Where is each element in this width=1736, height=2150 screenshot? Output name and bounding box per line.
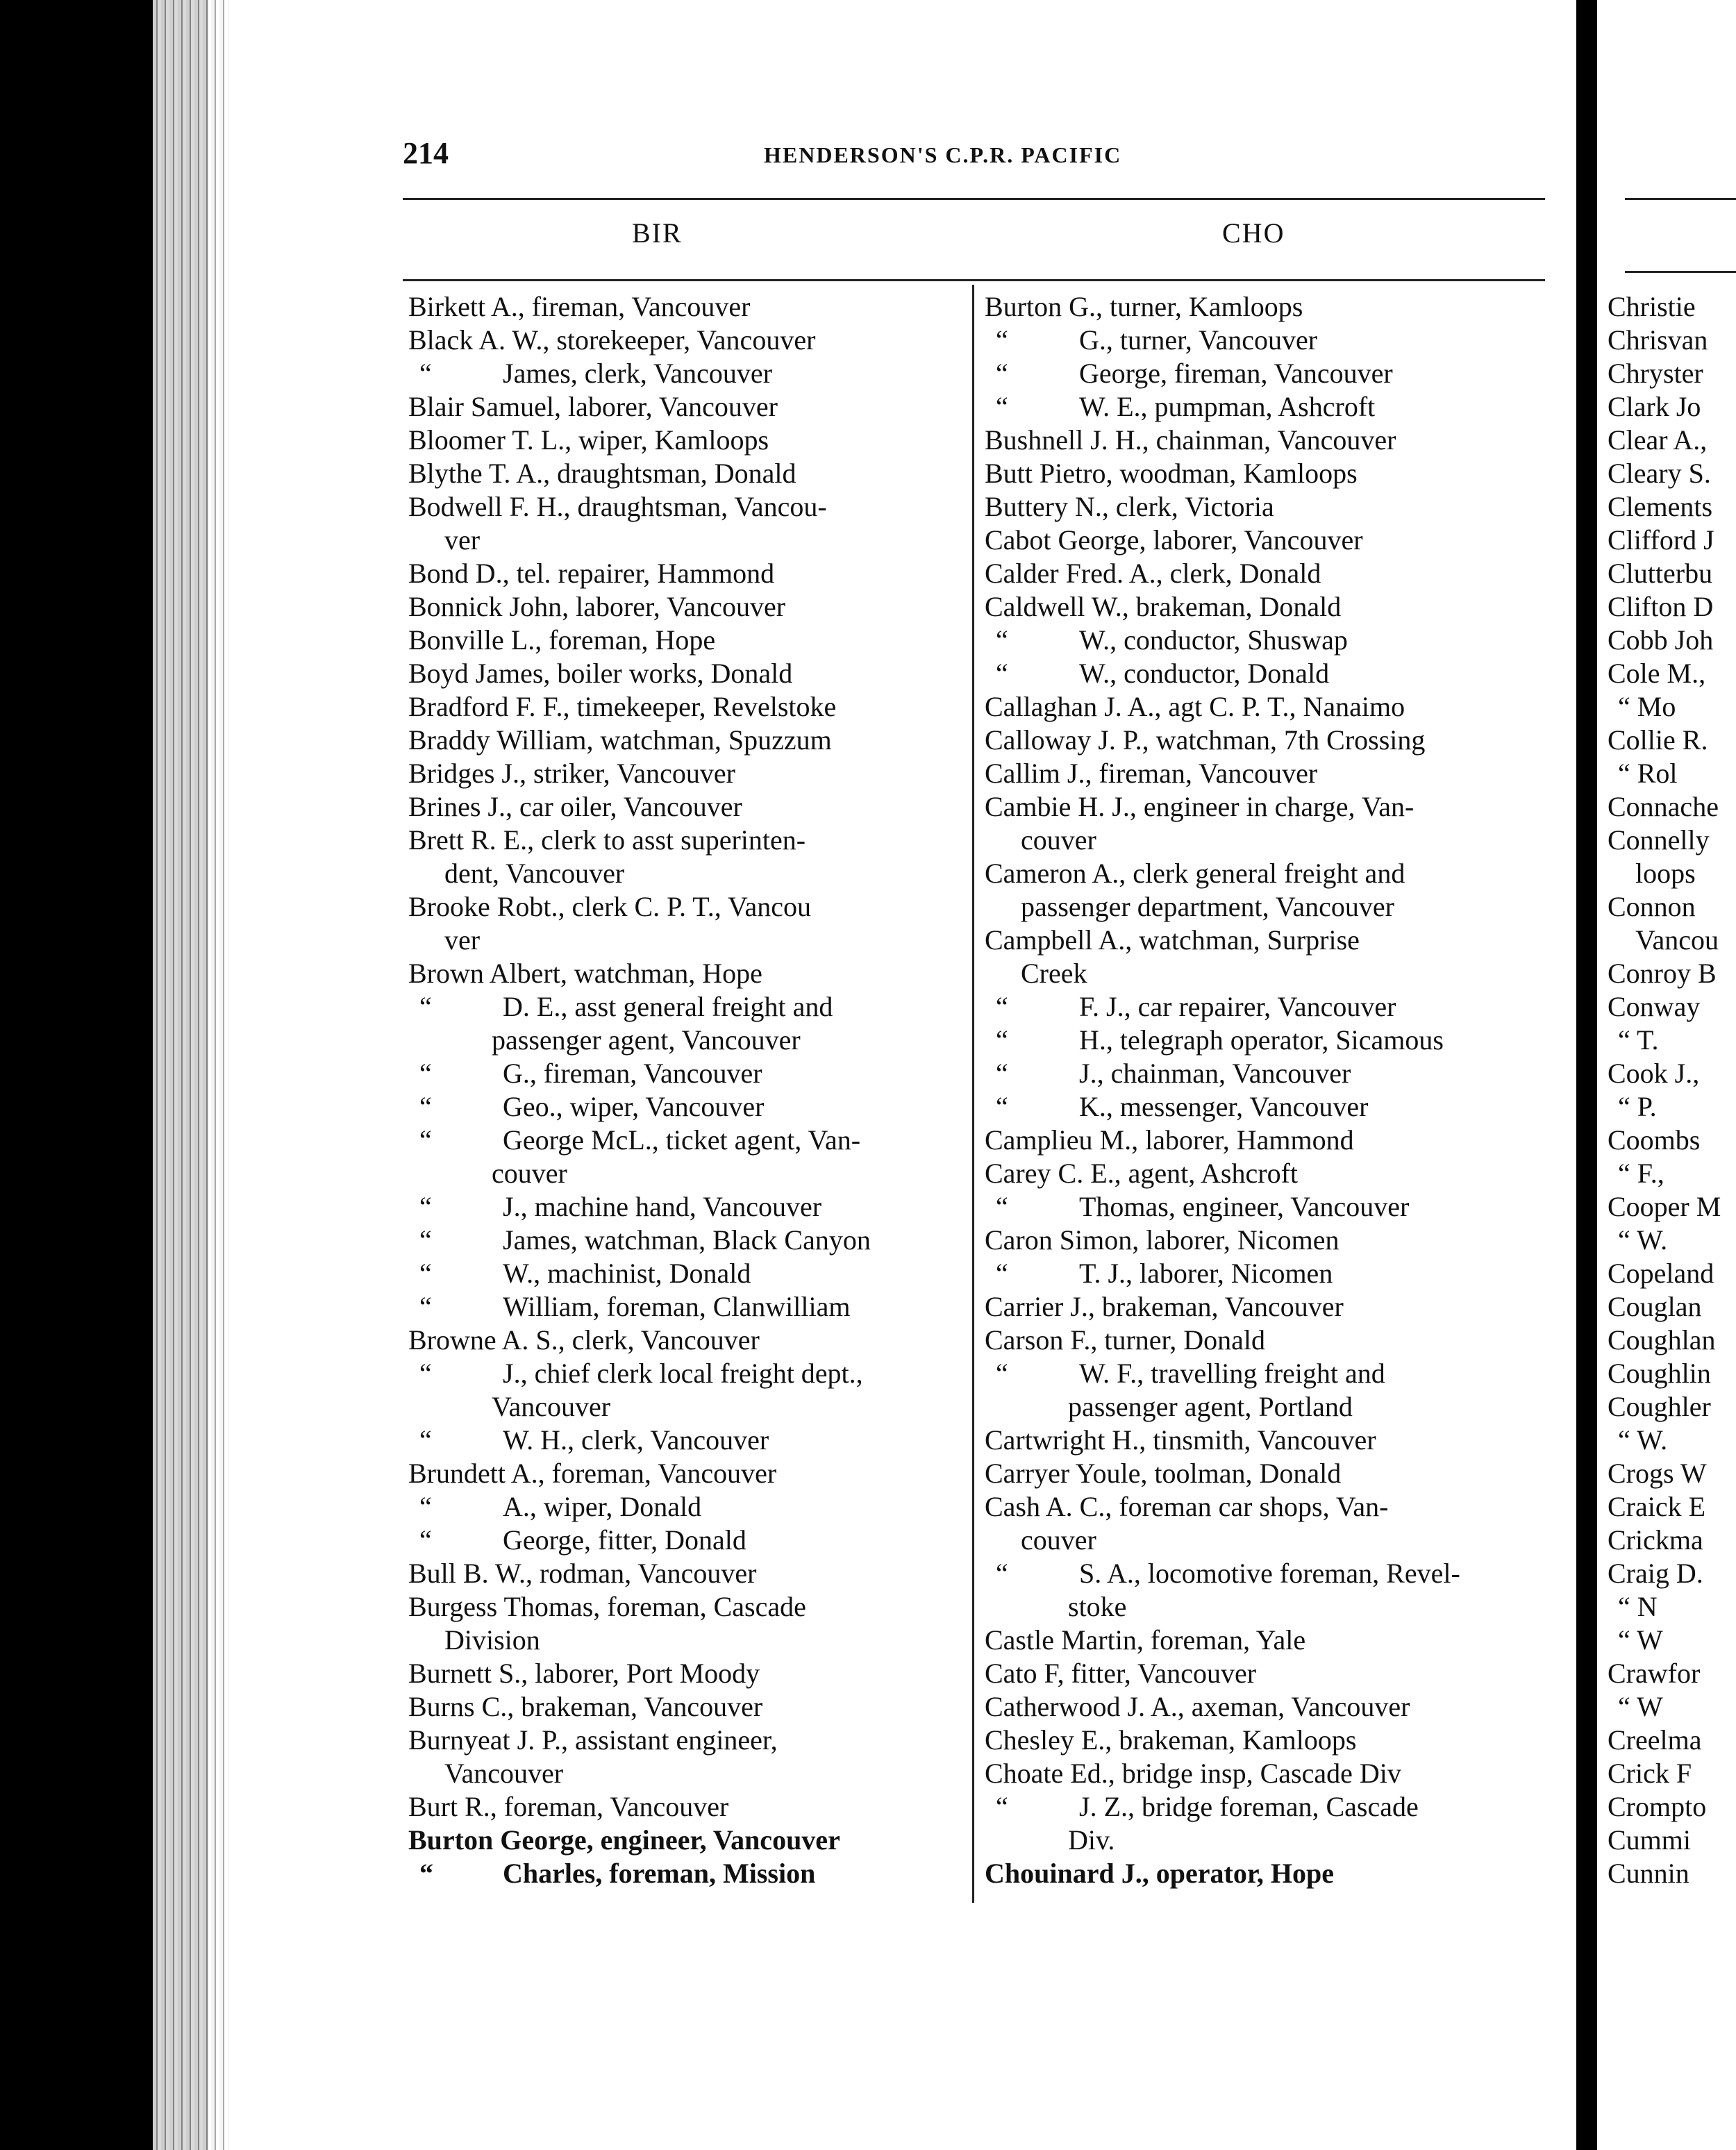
directory-entry [408, 1790, 964, 1824]
entry-text: Burnett S., laborer, Port Moody [408, 1658, 760, 1689]
entry-continuation: Div. [1068, 1824, 1115, 1856]
next-page-entry: Creelma [1608, 1724, 1702, 1756]
entry-text: F. J., car repairer, Vancouver [1079, 991, 1396, 1022]
ditto-mark: “ [996, 1091, 1008, 1122]
directory-entry [985, 457, 1540, 490]
next-page-entry: Conroy B [1608, 958, 1717, 989]
entry-text: Brett R. E., clerk to asst superinten- [408, 824, 806, 856]
directory-entry [408, 324, 964, 357]
directory-entry [408, 1124, 964, 1190]
entry-text: Chouinard J., operator, Hope [985, 1858, 1335, 1889]
directory-entry [408, 690, 964, 724]
entry-text: Bloomer T. L., wiper, Kamloops [408, 424, 769, 456]
directory-entry [985, 1324, 1540, 1357]
next-page-entry: Connelly [1608, 824, 1710, 856]
entry-text: J., machine hand, Vancouver [503, 1191, 822, 1222]
directory-entry [985, 690, 1540, 724]
entry-text: Catherwood J. A., axeman, Vancouver [985, 1691, 1410, 1722]
entry-text: Brooke Robt., clerk C. P. T., Vancou [408, 891, 811, 922]
next-page-entry: Cunnin [1608, 1858, 1689, 1889]
entry-text: H., telegraph operator, Sicamous [1079, 1024, 1444, 1056]
entry-text: Choate Ed., bridge insp, Cascade Div [985, 1758, 1401, 1789]
ditto-mark: “ [419, 1524, 432, 1556]
next-page-entry: Crickma [1608, 1524, 1703, 1556]
entry-text: Browne A. S., clerk, Vancouver [408, 1324, 760, 1356]
ditto-mark: “ [419, 1124, 432, 1156]
next-page-entry: Clutterbu [1608, 558, 1713, 589]
directory-entry [408, 1424, 964, 1457]
directory-entry [408, 1357, 964, 1424]
entry-text: James, watchman, Black Canyon [503, 1224, 871, 1256]
entry-continuation: ver [444, 924, 481, 956]
entry-text: Braddy William, watchman, Spuzzum [408, 724, 832, 756]
entry-text: Carrier J., brakeman, Vancouver [985, 1291, 1344, 1322]
directory-entry [985, 1724, 1540, 1757]
entry-text: Burt R., foreman, Vancouver [408, 1791, 729, 1822]
next-page-entry: Crogs W [1608, 1458, 1707, 1489]
ditto-mark: “ [996, 391, 1008, 422]
next-page-entry: Collie R. [1608, 724, 1708, 756]
directory-entry [408, 590, 964, 624]
entry-text: Butt Pietro, woodman, Kamloops [985, 458, 1358, 489]
entry-text: Blythe T. A., draughtsman, Donald [408, 458, 796, 489]
directory-entry [985, 1290, 1540, 1324]
entry-text: Chesley E., brakeman, Kamloops [985, 1724, 1357, 1756]
entry-text: J. Z., bridge foreman, Cascade [1079, 1791, 1419, 1822]
header-rule [403, 198, 1545, 200]
next-page-entry: “ W [1618, 1624, 1663, 1656]
entry-text: Cambie H. J., engineer in charge, Van- [985, 791, 1414, 822]
next-page-entry: Cummi [1608, 1824, 1692, 1856]
next-page-entry: Cooper M [1608, 1191, 1721, 1222]
entry-continuation: couver [1021, 824, 1096, 856]
entry-text: Bushnell J. H., chainman, Vancouver [985, 424, 1396, 456]
ditto-mark: “ [419, 1224, 432, 1256]
entry-text: Geo., wiper, Vancouver [503, 1091, 765, 1122]
next-page-entry: Couglan [1608, 1291, 1702, 1322]
entry-text: Bodwell F. H., draughtsman, Vancou- [408, 491, 827, 522]
next-page-entry: “ W [1618, 1691, 1663, 1722]
directory-entry [408, 1490, 964, 1524]
entry-text: Brundett A., foreman, Vancouver [408, 1458, 777, 1489]
entry-text: W., conductor, Shuswap [1079, 624, 1348, 656]
directory-entry [985, 1624, 1540, 1657]
directory-entry [985, 1857, 1540, 1890]
entry-text: J., chief clerk local freight dept., [503, 1358, 863, 1389]
directory-entry [985, 1157, 1540, 1190]
next-page-entry: Vancou [1635, 924, 1719, 956]
next-page-entry: Clark Jo [1608, 391, 1701, 422]
next-page-entry: Coughler [1608, 1391, 1711, 1422]
ditto-mark: “ [419, 1091, 432, 1122]
entry-text: Brines J., car oiler, Vancouver [408, 791, 742, 822]
entry-text: G., turner, Vancouver [1079, 324, 1318, 356]
entry-continuation: couver [1021, 1524, 1096, 1556]
ditto-mark: “ [996, 324, 1008, 356]
next-page-entry: Christie [1608, 291, 1696, 322]
directory-entry [985, 1490, 1540, 1557]
directory-entry [985, 557, 1540, 590]
entry-text: George, fitter, Donald [503, 1524, 746, 1556]
directory-entry [408, 957, 964, 990]
guide-rule [403, 279, 1545, 281]
entry-text: James, clerk, Vancouver [503, 358, 773, 389]
directory-entry [985, 1657, 1540, 1690]
directory-entry [408, 557, 964, 590]
next-page-entry: Craig D. [1608, 1558, 1703, 1589]
directory-entry [408, 824, 964, 890]
ditto-mark: “ [996, 1258, 1008, 1289]
entry-text: George, fireman, Vancouver [1079, 358, 1393, 389]
directory-entry [408, 1057, 964, 1090]
next-page-entry: “ Rol [1618, 758, 1678, 789]
page-edges [153, 0, 229, 2150]
ditto-mark: “ [419, 358, 432, 389]
directory-entry [985, 1224, 1540, 1257]
directory-entry [408, 490, 964, 557]
ditto-mark: “ [996, 991, 1008, 1022]
directory-entry [408, 1224, 964, 1257]
directory-entry [408, 724, 964, 757]
entry-text: Burton George, engineer, Vancouver [408, 1824, 840, 1856]
directory-entry [985, 990, 1540, 1024]
directory-entry [985, 1757, 1540, 1790]
ditto-mark: “ [419, 1058, 432, 1089]
directory-entry [985, 657, 1540, 690]
entry-text: Calder Fred. A., clerk, Donald [985, 558, 1321, 589]
running-title: HENDERSON'S C.P.R. PACIFIC [764, 142, 1122, 167]
entry-text: K., messenger, Vancouver [1079, 1091, 1369, 1122]
directory-entry [985, 1190, 1540, 1224]
ditto-mark: “ [996, 1058, 1008, 1089]
directory-entry [985, 1557, 1540, 1624]
entry-text: Bradford F. F., timekeeper, Revelstoke [408, 691, 837, 722]
directory-entry [985, 424, 1540, 457]
ditto-mark: “ [996, 624, 1008, 656]
entry-text: Caron Simon, laborer, Nicomen [985, 1224, 1339, 1256]
directory-entry [408, 1657, 964, 1690]
directory-entry [408, 1557, 964, 1590]
entry-text: Calloway J. P., watchman, 7th Crossing [985, 724, 1426, 756]
directory-entry [985, 590, 1540, 624]
entry-text: Blair Samuel, laborer, Vancouver [408, 391, 778, 422]
directory-entry [985, 524, 1540, 557]
next-page-entry: “ T. [1618, 1024, 1659, 1056]
directory-entry [408, 1824, 964, 1857]
entry-text: Caldwell W., brakeman, Donald [985, 591, 1342, 622]
directory-entry [408, 1190, 964, 1224]
next-page-entry: Crawfor [1608, 1658, 1701, 1689]
guide-word-left: BIR [632, 217, 683, 249]
entry-text: Castle Martin, foreman, Yale [985, 1624, 1306, 1656]
ditto-mark: “ [419, 1291, 432, 1322]
next-page-fragment [1597, 0, 1736, 2150]
directory-entry [985, 357, 1540, 390]
ditto-mark: “ [996, 1358, 1008, 1389]
next-page-entry: Cole M., [1608, 658, 1706, 689]
page-number: 214 [403, 136, 449, 170]
directory-entry [408, 1690, 964, 1724]
entry-text: Callaghan J. A., agt C. P. T., Nanaimo [985, 691, 1405, 722]
entry-text: Brown Albert, watchman, Hope [408, 958, 762, 989]
entry-text: W., conductor, Donald [1079, 658, 1330, 689]
directory-entry [985, 624, 1540, 657]
entry-text: J., chainman, Vancouver [1079, 1058, 1351, 1089]
entry-text: Camplieu M., laborer, Hammond [985, 1124, 1354, 1156]
next-page-entry: Conway [1608, 991, 1701, 1022]
ditto-mark: “ [419, 1258, 432, 1289]
directory-entry [985, 924, 1540, 990]
ditto-mark: “ [419, 1191, 432, 1222]
ditto-mark: “ [419, 1491, 432, 1522]
entry-text: W., machinist, Donald [503, 1258, 751, 1289]
directory-entry [985, 1024, 1540, 1057]
entry-text: W. F., travelling freight and [1079, 1358, 1385, 1389]
entry-text: Cato F, fitter, Vancouver [985, 1658, 1257, 1689]
book-gutter [1576, 0, 1597, 2150]
next-page-header-rule [1625, 198, 1736, 200]
entry-text: A., wiper, Donald [503, 1491, 702, 1522]
directory-entry [408, 1457, 964, 1490]
next-page-entry: Cobb Joh [1608, 624, 1714, 656]
next-page-entry: Clifford J [1608, 524, 1714, 556]
entry-continuation: couver [492, 1158, 567, 1189]
entry-text: W. H., clerk, Vancouver [503, 1424, 769, 1456]
directory-entry [408, 757, 964, 790]
ditto-mark: “ [419, 1358, 432, 1389]
next-page-entry: “ P. [1618, 1091, 1657, 1122]
directory-entry [985, 1690, 1540, 1724]
entry-text: Carson F., turner, Donald [985, 1324, 1266, 1356]
directory-entry [408, 290, 964, 324]
directory-entry [985, 1124, 1540, 1157]
entry-text: Burns C., brakeman, Vancouver [408, 1691, 763, 1722]
entry-text: Bridges J., striker, Vancouver [408, 758, 735, 789]
entry-text: Thomas, engineer, Vancouver [1079, 1191, 1410, 1222]
entry-text: D. E., asst general freight and [503, 991, 833, 1022]
next-page-entry: Coughlan [1608, 1324, 1716, 1356]
entry-continuation: Vancouver [444, 1758, 564, 1789]
next-page-entry: Coombs [1608, 1124, 1701, 1156]
entry-continuation: dent, Vancouver [444, 858, 625, 889]
entry-text: G., fireman, Vancouver [503, 1058, 762, 1089]
right-column [985, 290, 1540, 1890]
directory-entry [985, 1457, 1540, 1490]
directory-entry [408, 1724, 964, 1790]
directory-entry [408, 1857, 964, 1890]
directory-entry [985, 857, 1540, 924]
entry-continuation: stoke [1068, 1591, 1127, 1622]
column-divider [972, 285, 974, 1903]
directory-entry [985, 1424, 1540, 1457]
entry-text: Birkett A., fireman, Vancouver [408, 291, 751, 322]
entry-text: Cartwright H., tinsmith, Vancouver [985, 1424, 1376, 1456]
next-page-entry: Chryster [1608, 358, 1703, 389]
entry-continuation: passenger department, Vancouver [1021, 891, 1394, 922]
entry-continuation: passenger agent, Vancouver [492, 1024, 801, 1056]
directory-entry [408, 990, 964, 1057]
ditto-mark: “ [996, 1191, 1008, 1222]
directory-entry [408, 1324, 964, 1357]
ditto-mark: “ [996, 1024, 1008, 1056]
directory-entry [985, 757, 1540, 790]
entry-text: Carey C. E., agent, Ashcroft [985, 1158, 1298, 1189]
entry-text: George McL., ticket agent, Van- [503, 1124, 861, 1156]
directory-entry [408, 657, 964, 690]
entry-text: W. E., pumpman, Ashcroft [1079, 391, 1376, 422]
directory-entry [985, 390, 1540, 424]
entry-text: William, foreman, Clanwilliam [503, 1291, 851, 1322]
next-page-entry: Clifton D [1608, 591, 1714, 622]
next-page-entry: Clements [1608, 491, 1713, 522]
directory-entry [408, 457, 964, 490]
next-page-entry: Cleary S. [1608, 458, 1711, 489]
directory-entry [408, 1524, 964, 1557]
directory-entry [985, 790, 1540, 857]
entry-continuation: Division [444, 1624, 540, 1656]
directory-entry [985, 1790, 1540, 1857]
directory-entry [408, 1290, 964, 1324]
directory-entry [985, 1357, 1540, 1424]
directory-entry [985, 324, 1540, 357]
directory-entry [985, 1257, 1540, 1290]
entry-text: Black A. W., storekeeper, Vancouver [408, 324, 816, 356]
next-page-entry: Cook J., [1608, 1058, 1700, 1089]
guide-word-right: CHO [1222, 217, 1285, 249]
directory-entry [985, 1057, 1540, 1090]
directory-entry [408, 624, 964, 657]
page-header [403, 135, 1549, 177]
directory-entry [408, 1257, 964, 1290]
entry-text: Carryer Youle, toolman, Donald [985, 1458, 1342, 1489]
entry-text: S. A., locomotive foreman, Revel- [1079, 1558, 1460, 1589]
entry-text: Bull B. W., rodman, Vancouver [408, 1558, 757, 1589]
ditto-mark: “ [419, 991, 432, 1022]
directory-entry [408, 424, 964, 457]
next-page-entry: “ Mo [1618, 691, 1676, 722]
next-page-entry: Crick F [1608, 1758, 1692, 1789]
directory-entry [985, 490, 1540, 524]
directory-entry [408, 890, 964, 957]
next-page-entry: Craick E [1608, 1491, 1706, 1522]
next-page-entry: Copeland [1608, 1258, 1714, 1289]
entry-text: Burgess Thomas, foreman, Cascade [408, 1591, 806, 1622]
next-page-entry: Coughlin [1608, 1358, 1711, 1389]
directory-entry [408, 357, 964, 390]
directory-entry [408, 390, 964, 424]
entry-text: Boyd James, boiler works, Donald [408, 658, 793, 689]
entry-text: T. J., laborer, Nicomen [1079, 1258, 1333, 1289]
ditto-mark: “ [996, 358, 1008, 389]
ditto-mark: “ [419, 1858, 433, 1889]
entry-text: Bond D., tel. repairer, Hammond [408, 558, 775, 589]
directory-entry [985, 724, 1540, 757]
entry-continuation: Creek [1021, 958, 1087, 989]
entry-continuation: passenger agent, Portland [1068, 1391, 1353, 1422]
entry-text: Cabot George, laborer, Vancouver [985, 524, 1363, 556]
next-page-entry: “ F., [1618, 1158, 1664, 1189]
directory-entry [408, 1590, 964, 1657]
entry-text: Burnyeat J. P., assistant engineer, [408, 1724, 778, 1756]
next-page-entry: “ W. [1618, 1424, 1668, 1456]
directory-entry [408, 1090, 964, 1124]
directory-entry [985, 1090, 1540, 1124]
entry-continuation: ver [444, 524, 481, 556]
entry-text: Bonville L., foreman, Hope [408, 624, 716, 656]
entry-text: Callim J., fireman, Vancouver [985, 758, 1318, 789]
directory-entry [408, 790, 964, 824]
next-page-entry: Crompto [1608, 1791, 1707, 1822]
entry-text: Campbell A., watchman, Surprise [985, 924, 1360, 956]
next-page-entry: Connache [1608, 791, 1719, 822]
ditto-mark: “ [996, 658, 1008, 689]
next-page-entry: “ N [1618, 1591, 1658, 1622]
ditto-mark: “ [419, 1424, 432, 1456]
left-column [408, 290, 964, 1890]
directory-entry [985, 290, 1540, 324]
ditto-mark: “ [996, 1791, 1008, 1822]
entry-text: Buttery N., clerk, Victoria [985, 491, 1274, 522]
ditto-mark: “ [996, 1558, 1008, 1589]
next-page-entry: loops [1635, 858, 1696, 889]
next-page-entry: Connon [1608, 891, 1696, 922]
entry-text: Cash A. C., foreman car shops, Van- [985, 1491, 1389, 1522]
next-page-guide-rule [1625, 271, 1736, 273]
entry-text: Burton G., turner, Kamloops [985, 291, 1303, 322]
next-page-entry: Chrisvan [1608, 324, 1708, 356]
entry-text: Cameron A., clerk general freight and [985, 858, 1405, 889]
next-page-entry: “ W. [1618, 1224, 1668, 1256]
next-page-entry: Clear A., [1608, 424, 1708, 456]
entry-text: Charles, foreman, Mission [503, 1858, 816, 1889]
entry-continuation: Vancouver [492, 1391, 611, 1422]
entry-text: Bonnick John, laborer, Vancouver [408, 591, 786, 622]
